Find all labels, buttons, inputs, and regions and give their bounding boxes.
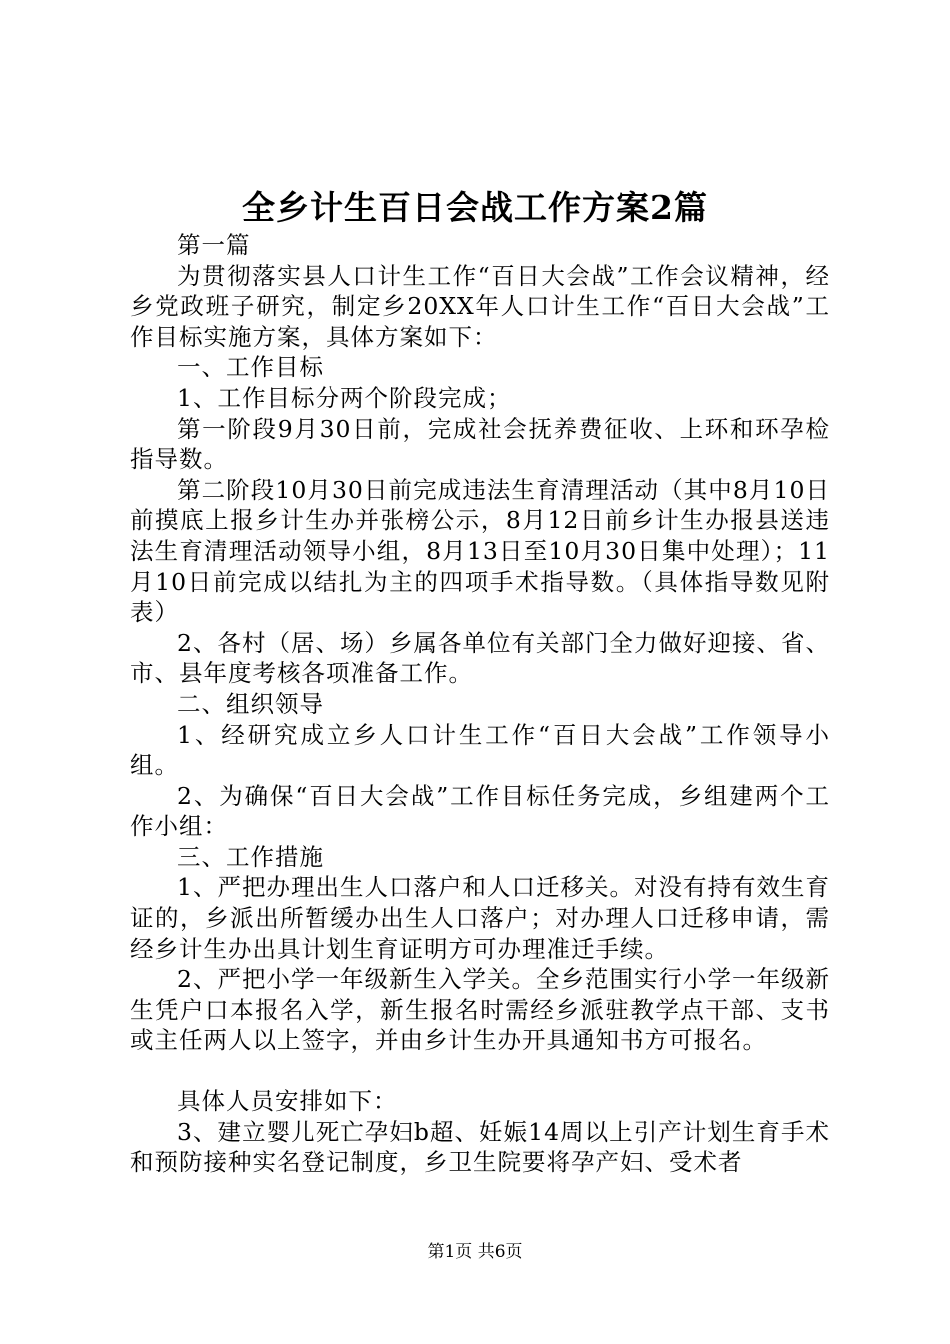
page-footer: 第1页 共6页 [427, 1242, 523, 1262]
goal-item-1: 1、工作目标分两个阶段完成； [177, 383, 512, 412]
measure-item-1: 1、严把办理出生人口落户和人口迁移关。对没有持有效生育证的，乡派出所暂缓办出生人口落户；对办理人口迁移申请，需经乡计生办出具计划生育证明方可办理准迁手续。 [130, 873, 830, 963]
measure-item-3: 3、建立婴儿死亡孕妇b超、妊娠14周以上引产计划生育手术和预防接种实名登记制度，乡卫生院要将孕产妇、受术者 [130, 1117, 830, 1177]
intro-paragraph: 为贯彻落实县人口计生工作“百日大会战”工作会议精神，经乡党政班子研究，制定乡20XX年人口计生工作“百日大会战”工作目标实施方案，具体方案如下： [130, 261, 830, 351]
goal-phase-1: 第一阶段9月30日前，完成社会抚养费征收、上环和环孕检指导数。 [130, 414, 830, 474]
section-heading-measures: 三、工作措施 [177, 842, 324, 871]
leadership-item-1: 1、经研究成立乡人口计生工作“百日大会战”工作领导小组。 [130, 720, 830, 780]
section-heading-goals: 一、工作目标 [177, 353, 324, 382]
goal-item-2: 2、各村（居、场）乡属各单位有关部门全力做好迎接、省、市、县年度考核各项准备工作。 [130, 628, 830, 688]
section-heading-first-part: 第一篇 [177, 231, 251, 259]
leadership-item-2: 2、为确保“百日大会战”工作目标任务完成，乡组建两个工作小组： [130, 781, 830, 841]
page-title: 全乡计生百日会战工作方案2篇 [242, 188, 708, 227]
paragraph-gap [130, 1056, 830, 1086]
measure-item-2: 2、严把小学一年级新生入学关。全乡范围实行小学一年级新生凭户口本报名入学，新生报名时需经乡派驻教学点干部、支书或主任两人以上签字，并由乡计生办开具通知书方可报名。 [130, 965, 830, 1055]
goal-phase-2: 第二阶段10月30日前完成违法生育清理活动（其中8月10日前摸底上报乡计生办并张榜公示，8月12日前乡计生办报县送违法生育清理活动领导小组，8月13日至10月30日集中处理）；11月10日前完成以结扎为主的四项手术指导数。（具体指导数见附表） [130, 475, 830, 627]
document-body [130, 230, 830, 1178]
section-heading-leadership: 二、组织领导 [177, 689, 324, 718]
staffing-heading: 具体人员安排如下： [177, 1087, 398, 1116]
